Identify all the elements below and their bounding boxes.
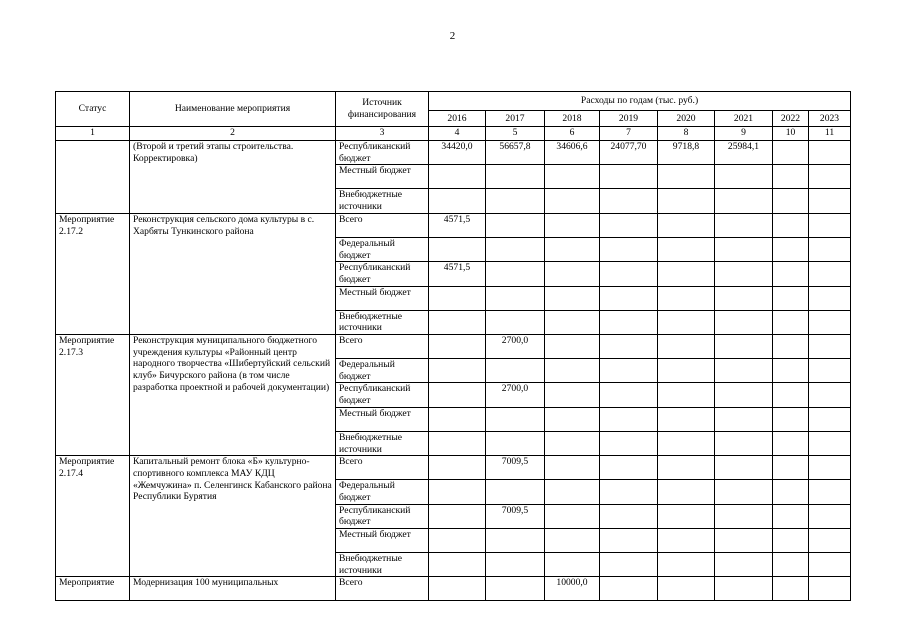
value-cell-2021: 25984,1 <box>715 141 773 165</box>
header-name: Наименование мероприятия <box>130 92 336 127</box>
value-cell-2017 <box>486 189 545 213</box>
value-cell-2022 <box>773 504 809 528</box>
value-cell-2020 <box>658 165 715 189</box>
value-cell-2023 <box>809 553 851 577</box>
value-cell-2017 <box>486 286 545 310</box>
value-cell-2023 <box>809 359 851 383</box>
table-row <box>56 335 851 359</box>
value-cell-2017 <box>486 262 545 286</box>
event-name-cell: (Второй и третий этапы строительства. Корректировка) <box>130 141 336 214</box>
value-cell-2021 <box>715 189 773 213</box>
value-cell-2019 <box>600 553 658 577</box>
value-cell-2017 <box>486 213 545 237</box>
value-cell-2022 <box>773 359 809 383</box>
funding-source-cell: Федеральный бюджет <box>336 359 429 383</box>
value-cell-2021 <box>715 165 773 189</box>
value-cell-2019 <box>600 237 658 261</box>
value-cell-2018 <box>545 310 600 334</box>
value-cell-2021 <box>715 577 773 601</box>
value-cell-2023 <box>809 213 851 237</box>
value-cell-2018 <box>545 383 600 407</box>
table-row <box>56 213 851 237</box>
funding-source-cell: Местный бюджет <box>336 286 429 310</box>
value-cell-2017: 7009,5 <box>486 456 545 480</box>
value-cell-2016 <box>429 359 486 383</box>
value-cell-2017 <box>486 407 545 431</box>
value-cell-2023 <box>809 504 851 528</box>
value-cell-2022 <box>773 286 809 310</box>
value-cell-2017 <box>486 359 545 383</box>
value-cell-2018 <box>545 286 600 310</box>
value-cell-2016 <box>429 431 486 455</box>
value-cell-2023 <box>809 165 851 189</box>
value-cell-2018 <box>545 431 600 455</box>
value-cell-2017: 2700,0 <box>486 335 545 359</box>
column-number-row <box>56 127 851 141</box>
column-number: 10 <box>773 127 809 141</box>
value-cell-2020 <box>658 529 715 553</box>
value-cell-2016 <box>429 286 486 310</box>
value-cell-2017 <box>486 310 545 334</box>
column-number: 9 <box>715 127 773 141</box>
value-cell-2022 <box>773 165 809 189</box>
value-cell-2022 <box>773 141 809 165</box>
value-cell-2020 <box>658 431 715 455</box>
value-cell-2023 <box>809 189 851 213</box>
value-cell-2020 <box>658 359 715 383</box>
funding-source-cell: Внебюджетные источники <box>336 310 429 334</box>
value-cell-2018 <box>545 553 600 577</box>
value-cell-2017: 7009,5 <box>486 504 545 528</box>
value-cell-2021 <box>715 553 773 577</box>
value-cell-2018 <box>545 237 600 261</box>
value-cell-2019 <box>600 480 658 504</box>
header-year: 2023 <box>809 111 851 127</box>
value-cell-2023 <box>809 577 851 601</box>
header-expenses: Расходы по годам (тыс. руб.) <box>429 92 851 111</box>
value-cell-2023 <box>809 431 851 455</box>
value-cell-2018 <box>545 480 600 504</box>
value-cell-2016: 34420,0 <box>429 141 486 165</box>
value-cell-2020 <box>658 262 715 286</box>
value-cell-2017 <box>486 529 545 553</box>
value-cell-2020 <box>658 407 715 431</box>
funding-source-cell: Всего <box>336 577 429 601</box>
value-cell-2021 <box>715 480 773 504</box>
column-number: 5 <box>486 127 545 141</box>
funding-source-cell: Федеральный бюджет <box>336 237 429 261</box>
value-cell-2019 <box>600 383 658 407</box>
value-cell-2023 <box>809 262 851 286</box>
value-cell-2020 <box>658 189 715 213</box>
value-cell-2022 <box>773 262 809 286</box>
value-cell-2019 <box>600 456 658 480</box>
value-cell-2022 <box>773 553 809 577</box>
value-cell-2022 <box>773 407 809 431</box>
value-cell-2021 <box>715 529 773 553</box>
funding-source-cell: Местный бюджет <box>336 407 429 431</box>
value-cell-2022 <box>773 383 809 407</box>
header-year: 2019 <box>600 111 658 127</box>
value-cell-2017: 56657,8 <box>486 141 545 165</box>
value-cell-2019 <box>600 359 658 383</box>
value-cell-2019 <box>600 310 658 334</box>
column-number: 3 <box>336 127 429 141</box>
value-cell-2023 <box>809 407 851 431</box>
value-cell-2022 <box>773 237 809 261</box>
value-cell-2018 <box>545 529 600 553</box>
table-row <box>56 141 851 165</box>
header-year: 2020 <box>658 111 715 127</box>
value-cell-2021 <box>715 504 773 528</box>
value-cell-2021 <box>715 383 773 407</box>
value-cell-2021 <box>715 213 773 237</box>
value-cell-2016 <box>429 456 486 480</box>
budget-table <box>55 91 851 601</box>
value-cell-2021 <box>715 262 773 286</box>
value-cell-2018 <box>545 359 600 383</box>
value-cell-2023 <box>809 310 851 334</box>
status-cell: Мероприятие 2.17.3 <box>56 335 130 456</box>
value-cell-2016 <box>429 577 486 601</box>
page-number: 2 <box>449 30 456 42</box>
value-cell-2019 <box>600 213 658 237</box>
value-cell-2022 <box>773 335 809 359</box>
value-cell-2019 <box>600 165 658 189</box>
value-cell-2018 <box>545 456 600 480</box>
value-cell-2020 <box>658 553 715 577</box>
value-cell-2019 <box>600 262 658 286</box>
value-cell-2020 <box>658 335 715 359</box>
value-cell-2020 <box>658 480 715 504</box>
value-cell-2016 <box>429 407 486 431</box>
value-cell-2016 <box>429 310 486 334</box>
header-year: 2016 <box>429 111 486 127</box>
event-name-cell: Модернизация 100 муниципальных <box>130 577 336 601</box>
value-cell-2016 <box>429 335 486 359</box>
value-cell-2020 <box>658 577 715 601</box>
value-cell-2019 <box>600 504 658 528</box>
status-cell <box>56 141 130 214</box>
value-cell-2023 <box>809 237 851 261</box>
column-number: 8 <box>658 127 715 141</box>
value-cell-2019 <box>600 189 658 213</box>
value-cell-2019 <box>600 577 658 601</box>
value-cell-2021 <box>715 359 773 383</box>
value-cell-2023 <box>809 335 851 359</box>
column-number: 11 <box>809 127 851 141</box>
value-cell-2019 <box>600 529 658 553</box>
value-cell-2016 <box>429 553 486 577</box>
value-cell-2019 <box>600 431 658 455</box>
table-row <box>56 456 851 480</box>
value-cell-2019 <box>600 407 658 431</box>
value-cell-2022 <box>773 529 809 553</box>
value-cell-2021 <box>715 310 773 334</box>
value-cell-2020 <box>658 237 715 261</box>
status-cell: Мероприятие 2.17.2 <box>56 213 130 334</box>
value-cell-2016 <box>429 383 486 407</box>
value-cell-2023 <box>809 529 851 553</box>
column-number: 4 <box>429 127 486 141</box>
value-cell-2022 <box>773 456 809 480</box>
value-cell-2018 <box>545 165 600 189</box>
table-body <box>56 141 851 601</box>
value-cell-2023 <box>809 456 851 480</box>
header-year: 2017 <box>486 111 545 127</box>
value-cell-2021 <box>715 431 773 455</box>
value-cell-2020 <box>658 383 715 407</box>
funding-source-cell: Республиканский бюджет <box>336 504 429 528</box>
event-name-cell: Капитальный ремонт блока «Б» культурно-спортивного комплекса МАУ КДЦ «Жемчужина» п. Селенгинск Кабанского района Республики Бурятия <box>130 456 336 577</box>
value-cell-2016 <box>429 189 486 213</box>
column-number: 2 <box>130 127 336 141</box>
value-cell-2021 <box>715 335 773 359</box>
value-cell-2016 <box>429 480 486 504</box>
value-cell-2017 <box>486 431 545 455</box>
value-cell-2021 <box>715 407 773 431</box>
funding-source-cell: Местный бюджет <box>336 529 429 553</box>
value-cell-2022 <box>773 310 809 334</box>
funding-source-cell: Федеральный бюджет <box>336 480 429 504</box>
value-cell-2018: 34606,6 <box>545 141 600 165</box>
status-cell: Мероприятие <box>56 577 130 601</box>
value-cell-2020 <box>658 456 715 480</box>
value-cell-2017 <box>486 553 545 577</box>
value-cell-2020 <box>658 504 715 528</box>
funding-source-cell: Местный бюджет <box>336 165 429 189</box>
value-cell-2022 <box>773 480 809 504</box>
value-cell-2019 <box>600 335 658 359</box>
value-cell-2022 <box>773 577 809 601</box>
header-year: 2018 <box>545 111 600 127</box>
header-year: 2022 <box>773 111 809 127</box>
value-cell-2019: 24077,70 <box>600 141 658 165</box>
event-name-cell: Реконструкция муниципального бюджетного учреждения культуры «Районный центр народного творчества «Шибертуйский сельский клуб» Бичурского района (в том числе разработка проектной и рабочей документации) <box>130 335 336 456</box>
value-cell-2020 <box>658 286 715 310</box>
value-cell-2018 <box>545 189 600 213</box>
value-cell-2018: 10000,0 <box>545 577 600 601</box>
value-cell-2023 <box>809 480 851 504</box>
header-source: Источник финансирования <box>336 92 429 127</box>
funding-source-cell: Всего <box>336 456 429 480</box>
value-cell-2023 <box>809 141 851 165</box>
funding-source-cell: Внебюджетные источники <box>336 189 429 213</box>
value-cell-2016 <box>429 237 486 261</box>
funding-source-cell: Республиканский бюджет <box>336 262 429 286</box>
value-cell-2017 <box>486 577 545 601</box>
value-cell-2020 <box>658 213 715 237</box>
value-cell-2016: 4571,5 <box>429 262 486 286</box>
value-cell-2020: 9718,8 <box>658 141 715 165</box>
value-cell-2022 <box>773 431 809 455</box>
value-cell-2018 <box>545 213 600 237</box>
value-cell-2020 <box>658 310 715 334</box>
header-year: 2021 <box>715 111 773 127</box>
funding-source-cell: Внебюджетные источники <box>336 431 429 455</box>
funding-source-cell: Внебюджетные источники <box>336 553 429 577</box>
value-cell-2021 <box>715 237 773 261</box>
value-cell-2018 <box>545 407 600 431</box>
value-cell-2022 <box>773 189 809 213</box>
value-cell-2018 <box>545 262 600 286</box>
column-number: 7 <box>600 127 658 141</box>
funding-source-cell: Республиканский бюджет <box>336 141 429 165</box>
value-cell-2017: 2700,0 <box>486 383 545 407</box>
funding-source-cell: Всего <box>336 213 429 237</box>
value-cell-2018 <box>545 335 600 359</box>
value-cell-2016 <box>429 529 486 553</box>
value-cell-2017 <box>486 165 545 189</box>
value-cell-2017 <box>486 237 545 261</box>
value-cell-2017 <box>486 480 545 504</box>
value-cell-2022 <box>773 213 809 237</box>
value-cell-2021 <box>715 286 773 310</box>
value-cell-2016 <box>429 165 486 189</box>
event-name-cell: Реконструкция сельского дома культуры в с. Харбяты Тункинского района <box>130 213 336 334</box>
column-number: 1 <box>56 127 130 141</box>
header-status: Статус <box>56 92 130 127</box>
value-cell-2018 <box>545 504 600 528</box>
value-cell-2021 <box>715 456 773 480</box>
value-cell-2023 <box>809 286 851 310</box>
value-cell-2016: 4571,5 <box>429 213 486 237</box>
funding-source-cell: Республиканский бюджет <box>336 383 429 407</box>
value-cell-2019 <box>600 286 658 310</box>
value-cell-2023 <box>809 383 851 407</box>
column-number: 6 <box>545 127 600 141</box>
table-row <box>56 577 851 601</box>
status-cell: Мероприятие 2.17.4 <box>56 456 130 577</box>
value-cell-2016 <box>429 504 486 528</box>
funding-source-cell: Всего <box>336 335 429 359</box>
